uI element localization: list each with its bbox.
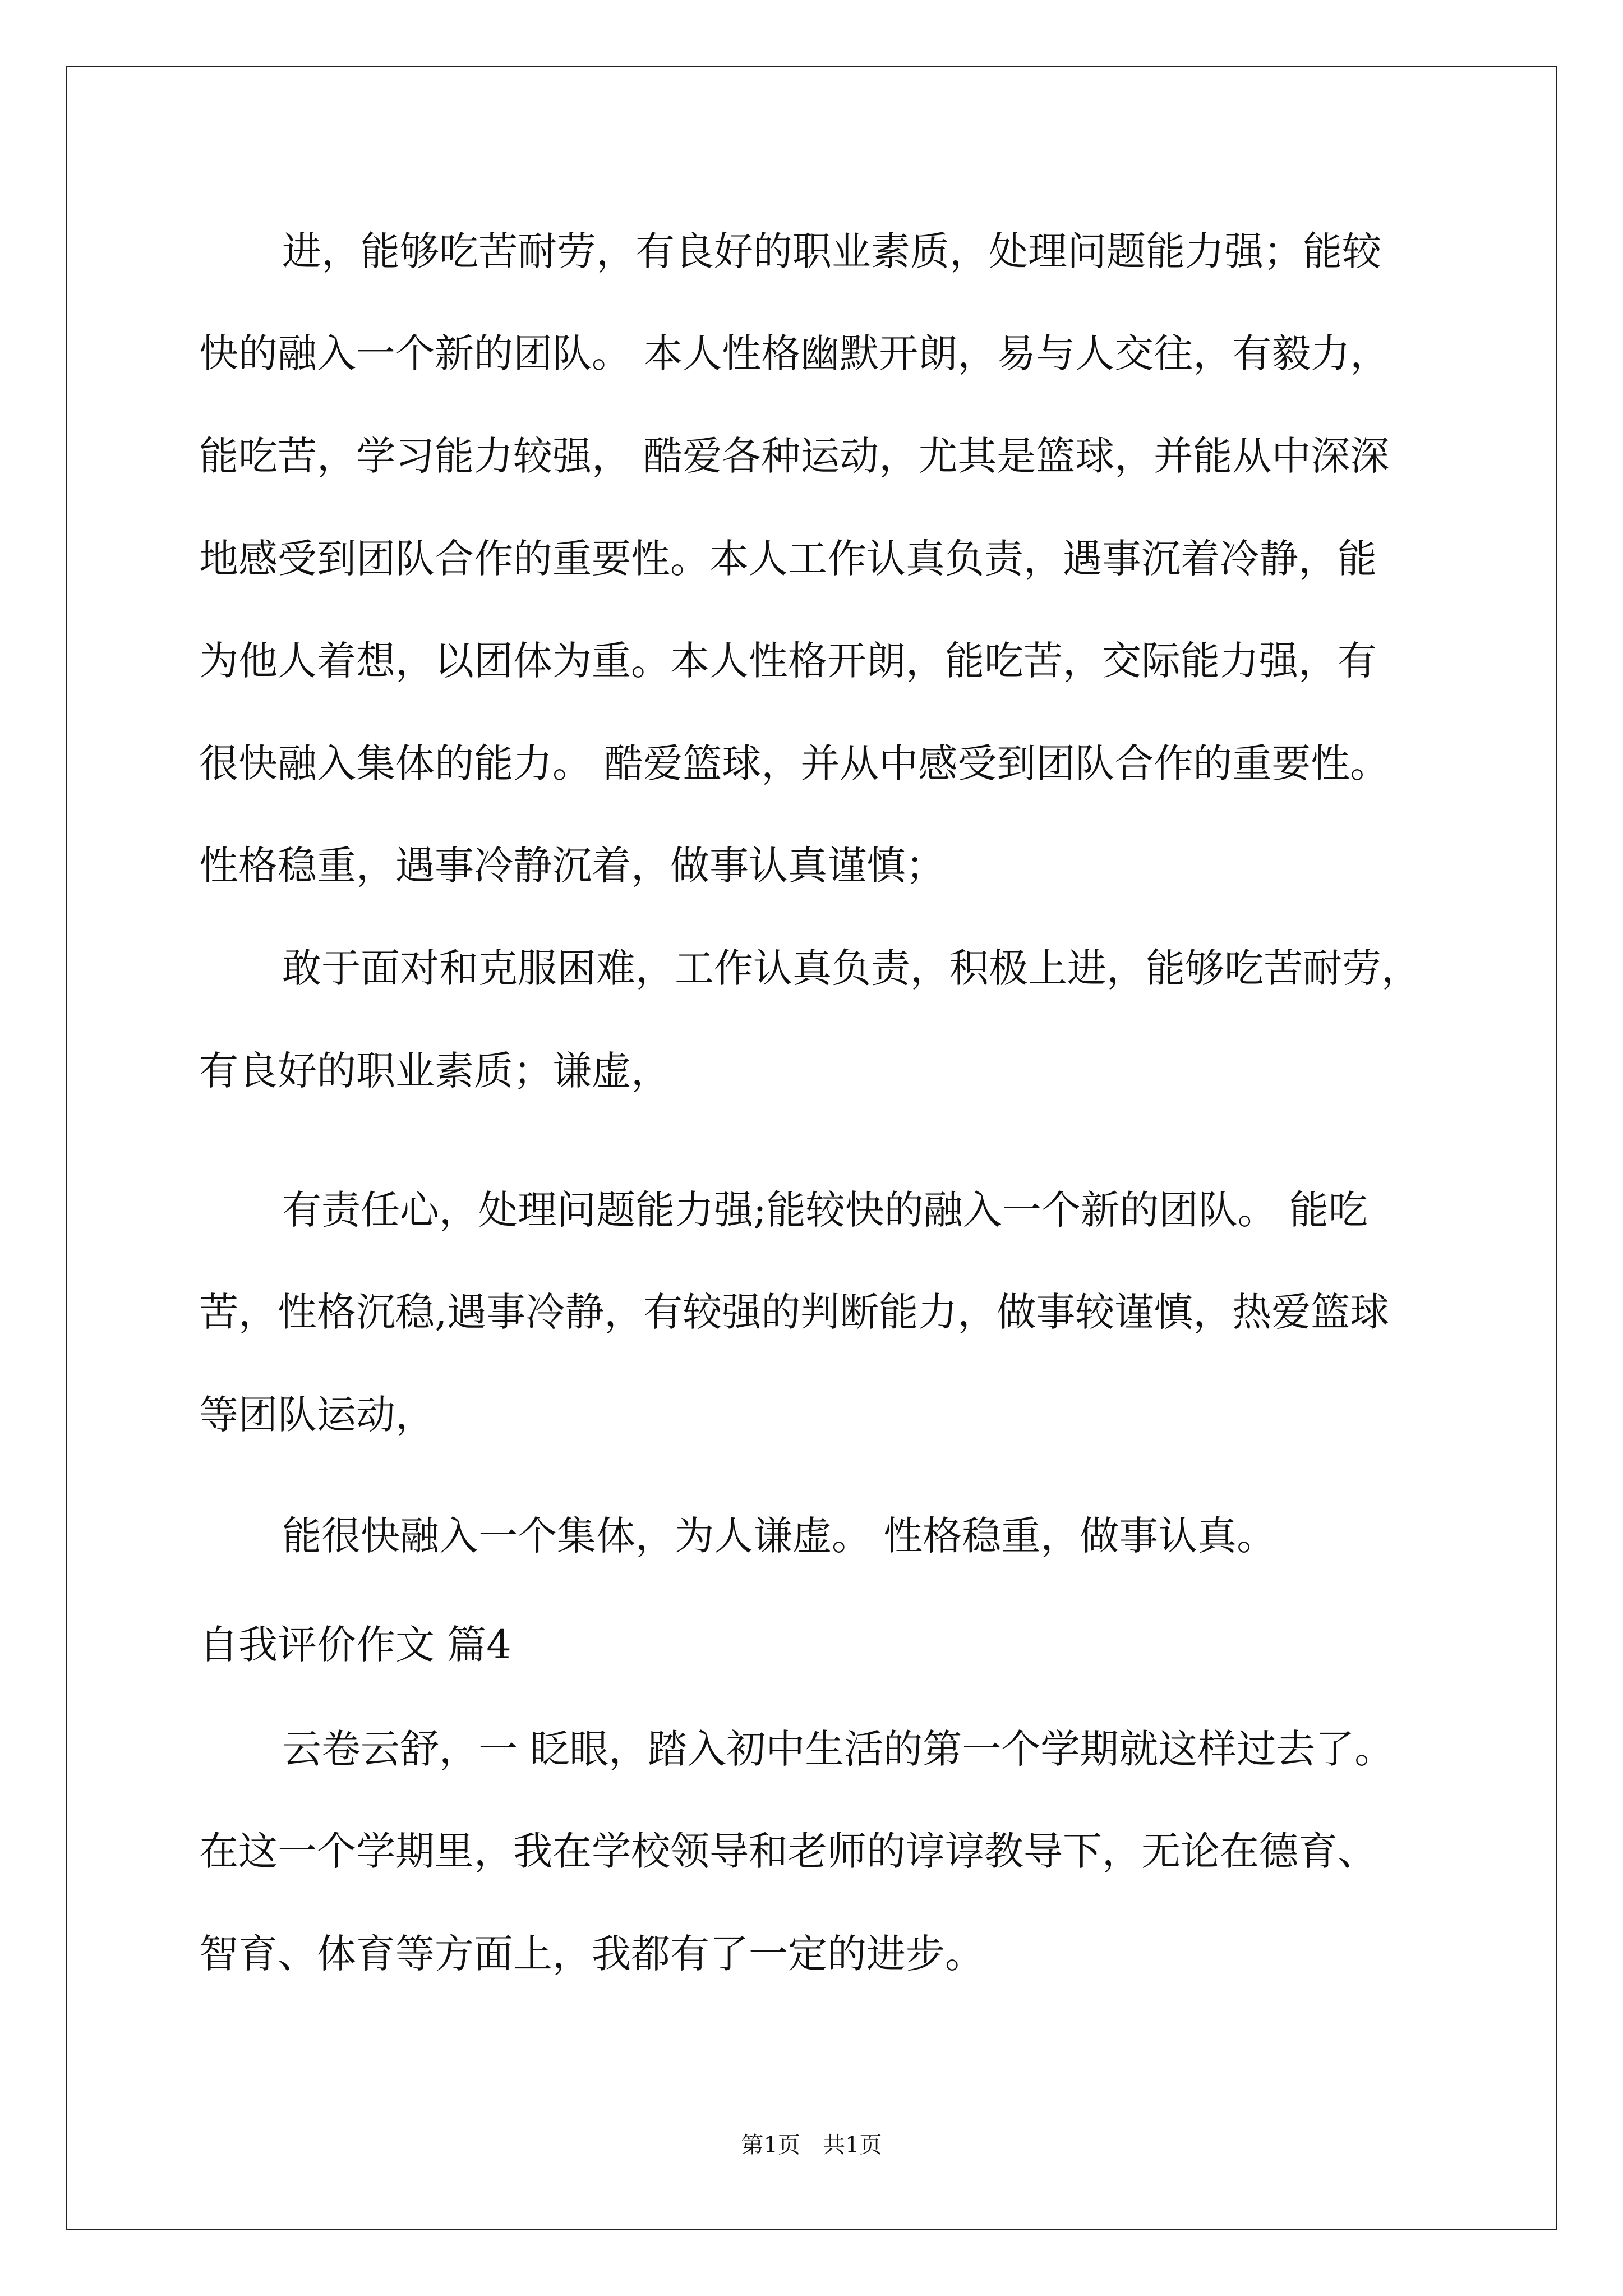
paragraph-line: 云卷云舒，一 眨眼，踏入初中生活的第一个学期就这样过去了。 (282, 1726, 1394, 1772)
paragraph-line: 在这一个学期里，我在学校领导和老师的谆谆教导下，无论在德育、 (199, 1828, 1377, 1874)
paragraph-line: 快的融入一个新的团队。 本人性格幽默开朗，易与人交往，有毅力， (199, 330, 1390, 376)
paragraph-line: 为他人着想，以团体为重。本人性格开朗，能吃苦，交际能力强，有 (199, 638, 1377, 684)
paragraph-line: 地感受到团队合作的重要性。本人工作认真负责，遇事沉着冷静，能 (199, 536, 1377, 582)
paragraph-line: 性格稳重，遇事冷静沉着，做事认真谨慎； (199, 843, 945, 889)
paragraph-line: 能吃苦，学习能力较强， 酷爱各种运动，尤其是篮球，并能从中深深 (199, 433, 1390, 479)
page-border (66, 66, 1557, 2230)
section-heading: 自我评价作文 篇4 (199, 1622, 511, 1668)
paragraph-line: 有责任心，处理问题能力强;能较快的融入一个新的团队。 能吃 (282, 1187, 1368, 1233)
paragraph-line: 有良好的职业素质；谦虚， (199, 1048, 670, 1094)
paragraph-line: 敢于面对和克服困难，工作认真负责，积极上进，能够吃苦耐劳， (282, 945, 1421, 991)
page-number-footer: 第1页 共1页 (741, 2132, 882, 2158)
paragraph-line: 智育、体育等方面上，我都有了一定的进步。 (199, 1931, 984, 1977)
paragraph-line: 能很快融入一个集体，为人谦虚。 性格稳重，做事认真。 (282, 1513, 1276, 1559)
paragraph-line: 很快融入集体的能力。 酷爱篮球，并从中感受到团队合作的重要性。 (199, 740, 1390, 786)
paragraph-line: 等团队运动， (199, 1392, 435, 1438)
paragraph-line: 苦，性格沉稳,遇事冷静，有较强的判断能力，做事较谨慎，热爱篮球 (199, 1289, 1390, 1335)
paragraph-line: 进，能够吃苦耐劳，有良好的职业素质，处理问题能力强；能较 (282, 228, 1381, 274)
